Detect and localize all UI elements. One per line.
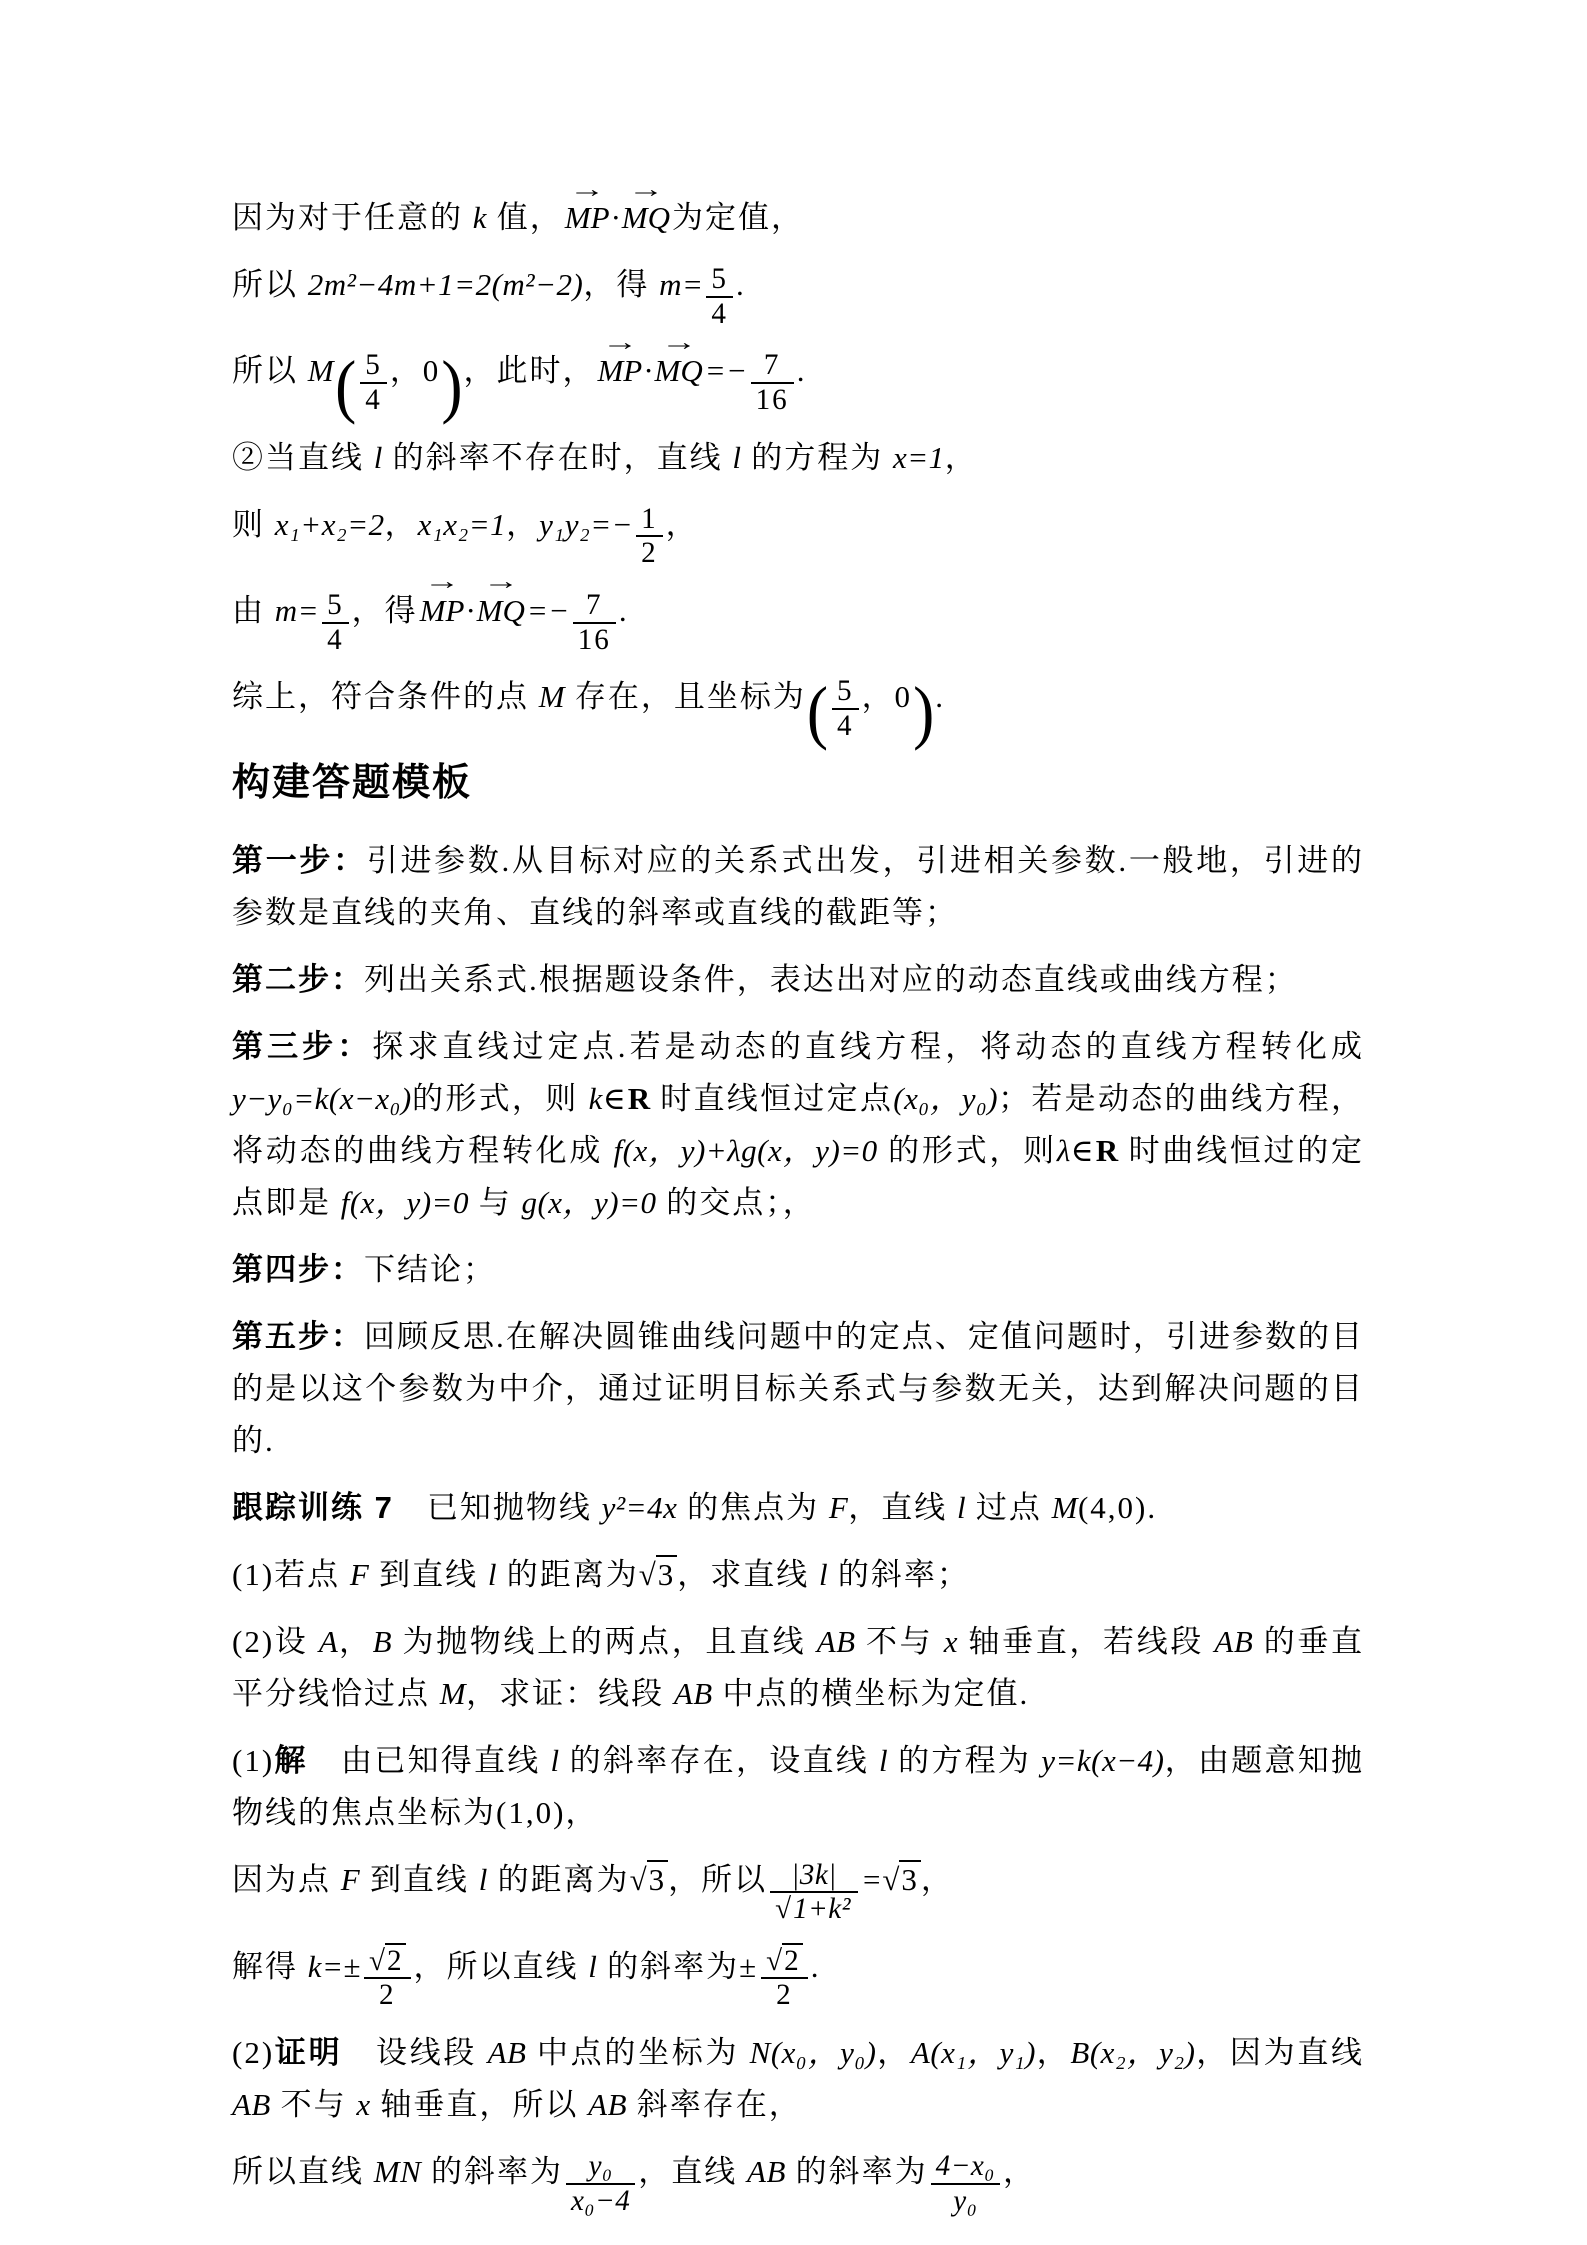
math-run: AB xyxy=(1214,1624,1254,1660)
math-run: l xyxy=(818,1557,829,1593)
text-run: ， xyxy=(920,1862,954,1898)
text-run: 3 xyxy=(648,1862,667,1898)
math-run: x xyxy=(356,2087,371,2123)
math-run: F xyxy=(828,1490,849,1526)
text-run: 3 xyxy=(657,1557,676,1593)
denominator xyxy=(931,2183,1000,2218)
math-run: y=k(x−4) xyxy=(1041,1743,1165,1779)
text-run: 因为点 xyxy=(232,1862,341,1898)
numerator xyxy=(322,589,349,622)
text-run: 时直线恒过定点 xyxy=(650,1081,894,1117)
radical-symbol: √ xyxy=(629,1862,647,1898)
text-run: 轴垂直，若线段 xyxy=(958,1624,1215,1660)
text-run: 综上，符合条件的点 xyxy=(232,679,539,715)
fraction xyxy=(573,589,616,656)
math-run: = xyxy=(860,1862,883,1898)
math-run: x xyxy=(943,1624,959,1660)
square-root xyxy=(775,1893,853,1926)
text-run: 的斜率为± xyxy=(597,1948,759,1984)
line-conclusion: 综上，符合条件的点 M 存在，且坐标为( $\frac{5}{4}$ ，0). xyxy=(232,671,945,751)
bold-label: 第五步： xyxy=(232,1319,365,1355)
exercise-7-q1 xyxy=(232,1549,1364,1601)
fraction xyxy=(364,1945,411,2012)
math-run: B xyxy=(372,1624,393,1660)
bold-math-run: R xyxy=(627,1081,651,1117)
step-3 xyxy=(232,1021,1364,1229)
text-run: ，由题意知抛物线的焦点坐标为(1,0)， xyxy=(232,1743,1365,1831)
denominator xyxy=(573,622,616,657)
numerator xyxy=(770,1859,858,1892)
text-run: ；若是动态的曲线方程，将动态的曲线方程转化成 xyxy=(232,1081,1364,1169)
line-by-m-result xyxy=(232,585,1364,656)
text-run: 则 xyxy=(232,506,275,542)
section-heading: 构建答题模板 xyxy=(232,762,473,805)
math-run: l xyxy=(732,439,742,475)
text-run: 列出关系式.根据题设条件，表达出对应的动态直线或曲线方程； xyxy=(364,962,1298,998)
text-run: . xyxy=(735,267,746,302)
numerator xyxy=(832,675,859,708)
radicand xyxy=(791,1891,853,1925)
text-run: ，此时， xyxy=(463,353,596,389)
text-run: 的垂直平分线恰过点 xyxy=(232,1624,1365,1712)
text-run: 4 xyxy=(837,709,854,742)
radicand xyxy=(899,1860,921,1897)
text-run: 时曲线恒过的定点即是 xyxy=(232,1133,1365,1221)
text-run: 3 xyxy=(901,1862,919,1898)
text-run: ∈ xyxy=(1070,1133,1096,1169)
radical-symbol: √ xyxy=(766,1944,783,1977)
text-run: ， xyxy=(1002,2154,1036,2190)
text-run: 4 xyxy=(711,297,728,330)
math-run: l xyxy=(478,1862,488,1898)
radical-symbol: √ xyxy=(638,1557,656,1593)
text-run: 5 xyxy=(365,349,382,382)
text-run: ②当直线 xyxy=(232,439,374,475)
math-run: AB xyxy=(232,2087,271,2123)
text-run: ， xyxy=(506,506,540,542)
answer-2-slopes xyxy=(232,2146,1364,2217)
answer-2-proof-setup xyxy=(232,2027,1364,2131)
math-run: AB xyxy=(747,2154,786,2190)
math-run: MN xyxy=(373,2154,422,2190)
bold-label: 解 xyxy=(274,1743,308,1779)
fraction xyxy=(360,349,387,416)
numerator xyxy=(566,2150,635,2183)
math-run: f(x，y)=0 xyxy=(340,1185,469,1221)
vector: MQ → xyxy=(655,345,703,397)
text-run: ，得 xyxy=(351,592,418,628)
text-run: 4 xyxy=(327,623,344,656)
math-run: g(x，y)=0 xyxy=(521,1185,657,1221)
text-run: 2 xyxy=(378,1979,396,2012)
text-run: 回顾反思.在解决圆锥曲线问题中的定点、定值问题时，引进参数的目的是以这个参数为中介，通过证明目标关系式与参数无关，达到解决问题的目的. xyxy=(232,1319,1364,1459)
math-run: A xyxy=(318,1624,339,1660)
fraction xyxy=(322,589,349,656)
text-run: 到直线 xyxy=(369,1557,488,1593)
text-run: ，直线 xyxy=(848,1490,958,1526)
math-run: f(x，y)+λg(x，y)=0 xyxy=(613,1133,878,1169)
math-run: · xyxy=(466,592,475,628)
math-run: l xyxy=(879,1743,889,1779)
square-root xyxy=(882,1854,921,1906)
numerator xyxy=(761,1945,808,1978)
vector: MP → xyxy=(420,585,465,637)
radicand xyxy=(385,1943,406,1977)
text-run: 的交点；， xyxy=(656,1185,816,1221)
bold-math-run: R xyxy=(1095,1133,1119,1169)
text-run: ，所以直线 xyxy=(413,1948,589,1984)
text-run: 2 xyxy=(641,537,658,570)
denominator xyxy=(770,1891,858,1926)
math-run: x=1 xyxy=(893,439,945,475)
text-run: 因为对于任意的 xyxy=(232,200,473,235)
text-run: 与 xyxy=(468,1185,522,1221)
exercise-7 xyxy=(232,1482,1364,1534)
text-run: 解得 xyxy=(232,1948,308,1984)
text-run: ，直线 xyxy=(638,2154,748,2190)
text-run: 为定值， xyxy=(672,200,804,235)
radicand xyxy=(647,1860,669,1897)
numerator xyxy=(573,589,616,622)
math-run: m= xyxy=(274,592,320,628)
numerator xyxy=(360,349,387,382)
text-run: ，所以 xyxy=(668,1862,768,1898)
text-run: 的距离为 xyxy=(487,1862,630,1898)
text-run: 的方程为 xyxy=(888,1743,1042,1779)
math-run: M xyxy=(307,353,335,389)
text-run: 5 xyxy=(711,263,728,296)
fraction xyxy=(761,1945,808,2012)
text-run: ，因为直线 xyxy=(1195,2035,1365,2071)
denominator xyxy=(364,1977,411,2012)
numerator xyxy=(751,349,794,382)
text-run: (4,0). xyxy=(1077,1490,1158,1526)
square-root xyxy=(766,1945,803,1978)
math-run: y²=4x xyxy=(601,1490,678,1526)
fraction xyxy=(751,349,794,416)
content-area xyxy=(232,192,1364,2232)
denominator xyxy=(706,296,733,331)
math-run: l xyxy=(550,1743,560,1779)
text-run: 不与 xyxy=(270,2087,357,2123)
fraction xyxy=(636,503,663,570)
text-run: 7 xyxy=(763,349,781,382)
step-5 xyxy=(232,1311,1364,1467)
text-run: 已知抛物线 xyxy=(393,1490,602,1526)
text-run: 存在，且坐标为 xyxy=(565,679,806,715)
text-run: 中点的横坐标为定值. xyxy=(712,1676,1030,1712)
square-root xyxy=(369,1945,406,1978)
text-run: 2 xyxy=(776,1979,793,2012)
radicand xyxy=(782,1943,803,1977)
vector: MQ → xyxy=(622,192,670,244)
math-run: 1+k² xyxy=(793,1893,851,1926)
math-run: k=± xyxy=(307,1948,361,1984)
math-run: M xyxy=(1051,1490,1078,1526)
denominator xyxy=(360,382,387,417)
math-run: x₀−4 xyxy=(571,2184,631,2217)
math-run: F xyxy=(349,1557,370,1593)
text-run: 2 xyxy=(386,1944,404,1977)
square-root xyxy=(630,1854,669,1906)
text-run: 中点的坐标为 xyxy=(526,2035,750,2071)
text-run: 5 xyxy=(837,675,854,708)
line-case2-slope-not-exist xyxy=(232,432,1364,484)
radical-symbol: √ xyxy=(882,1862,900,1898)
text-run: 的斜率为 xyxy=(421,2154,563,2190)
text-run: ，求证：线段 xyxy=(466,1676,674,1712)
bold-label: 证明 xyxy=(274,2035,343,2071)
text-run: 下结论； xyxy=(364,1252,496,1288)
radicand xyxy=(656,1555,678,1592)
math-run: AB xyxy=(673,1676,713,1712)
text-run: 探求直线过定点.若是动态的直线方程，将动态的直线方程转化成 xyxy=(372,1029,1364,1065)
bold-label: 第四步： xyxy=(232,1252,364,1288)
math-run: l xyxy=(957,1490,967,1526)
text-run: 16 xyxy=(577,623,611,656)
vector: MP → xyxy=(565,192,610,244)
bold-label: 第二步： xyxy=(232,962,364,998)
text-run: . xyxy=(796,353,807,389)
text-run: 1 xyxy=(641,502,658,535)
fraction xyxy=(706,263,733,330)
text-run: ，求直线 xyxy=(677,1557,819,1593)
text-run: 所以 xyxy=(232,353,308,389)
math-run: y−y₀=k(x−x₀) xyxy=(232,1081,412,1117)
denominator xyxy=(566,2183,635,2218)
text-run: 的形式，则 xyxy=(877,1133,1057,1169)
math-run: · xyxy=(644,353,653,389)
math-run: l xyxy=(588,1948,598,1984)
line-x1x2-values xyxy=(232,499,1364,570)
bold-label: 跟踪训练 7 xyxy=(232,1490,394,1526)
text-run: (1) xyxy=(232,1743,275,1779)
math-run: A(x₁，y₁) xyxy=(910,2035,1036,2071)
fraction xyxy=(770,1859,858,1926)
text-run: 4 xyxy=(365,383,382,416)
text-run: 7 xyxy=(585,588,603,621)
text-run: ，0 xyxy=(861,679,913,715)
math-run: y₀ xyxy=(588,2150,613,2183)
math-run: 2m²−4m+1=2(m²−2) xyxy=(307,267,584,302)
answer-1-distance-eq xyxy=(232,1854,1364,1925)
step-1 xyxy=(232,835,1364,939)
text-run: . xyxy=(810,1948,821,1984)
text-run: ， xyxy=(944,439,978,475)
math-run: m= xyxy=(659,267,704,302)
text-run: ， xyxy=(384,506,418,542)
fraction xyxy=(931,2150,1000,2217)
text-run: (2) xyxy=(232,2035,275,2071)
fraction xyxy=(566,2150,635,2217)
text-run: 所以直线 xyxy=(232,2154,374,2190)
text-run: 斜率存在， xyxy=(627,2087,802,2123)
text-run: 的方程为 xyxy=(741,439,893,475)
text-run: 的斜率不存在时，直线 xyxy=(382,439,733,475)
denominator xyxy=(832,708,859,743)
math-run: y₁y₂=− xyxy=(539,506,634,542)
text-run: 引进参数.从目标对应的关系式出发，引进相关参数.一般地，引进的参数是直线的夹角、直线的斜率或直线的截距等； xyxy=(232,843,1364,931)
math-run: M xyxy=(439,1676,467,1712)
text-run: 不与 xyxy=(855,1624,944,1660)
text-run: . xyxy=(618,592,629,628)
math-run: λ xyxy=(1056,1133,1071,1169)
denominator xyxy=(322,622,349,657)
vector: MP → xyxy=(597,345,642,397)
text-run: 到直线 xyxy=(360,1862,479,1898)
text-run: 2 xyxy=(784,1944,801,1977)
vector: MQ → xyxy=(477,585,525,637)
text-run: ， xyxy=(665,506,699,542)
math-run: l xyxy=(373,439,383,475)
text-run: . xyxy=(935,679,945,715)
denominator xyxy=(636,535,663,570)
bold-label: 第三步： xyxy=(232,1029,373,1065)
text-run: 由已知得直线 xyxy=(307,1743,551,1779)
text-run: 的斜率； xyxy=(828,1557,970,1593)
text-run: (1)若点 xyxy=(232,1557,350,1593)
answer-1-setup xyxy=(232,1735,1364,1839)
text-run: 的形式，则 xyxy=(411,1081,589,1117)
text-run: 5 xyxy=(327,588,344,621)
math-run: F xyxy=(340,1862,361,1898)
text-run: 值， xyxy=(487,200,563,235)
text-run: 为抛物线上的两点，且直线 xyxy=(392,1624,817,1660)
line-mp-mq-constant xyxy=(232,192,1364,244)
math-run: B(x₂，y₂) xyxy=(1070,2035,1196,2071)
text-run: 所以 xyxy=(232,267,308,302)
line-point-m-value: 所以 M( $\frac{5}{4}$ ，0)，此时，MP →·MQ →=− $\frac{7}{16}$ . xyxy=(232,345,1364,416)
text-run: 的斜率存在，设直线 xyxy=(559,1743,880,1779)
math-run: k xyxy=(588,1081,603,1117)
text-run: ∈ xyxy=(602,1081,628,1117)
numerator xyxy=(364,1945,411,1978)
text-run: 由 xyxy=(232,592,275,628)
math-run: 4−x₀ xyxy=(935,2150,995,2183)
math-run: N(x₀，y₀) xyxy=(749,2035,877,2071)
step-4 xyxy=(232,1244,1364,1296)
math-run: AB xyxy=(487,2035,527,2071)
math-run: k xyxy=(472,200,488,235)
text-run: 的斜率为 xyxy=(785,2154,928,2190)
line-solve-m xyxy=(232,259,1364,330)
text-run: 过点 xyxy=(966,1490,1052,1526)
text-run: ，得 xyxy=(583,267,660,302)
math-run: M xyxy=(538,679,566,715)
math-run: l xyxy=(487,1557,497,1593)
math-run: =− xyxy=(526,592,570,628)
step-2 xyxy=(232,954,1364,1006)
numerator xyxy=(706,263,733,296)
text-run: 的距离为 xyxy=(496,1557,639,1593)
math-run: y₀ xyxy=(953,2184,978,2217)
math-run: AB xyxy=(816,1624,856,1660)
text-run: ，0 xyxy=(389,353,441,389)
math-run: · xyxy=(611,200,620,235)
math-run: (x₀，y₀) xyxy=(893,1081,999,1117)
text-run: 设线段 xyxy=(342,2035,488,2071)
denominator xyxy=(761,1977,808,2012)
denominator xyxy=(751,382,794,417)
text-run: ， xyxy=(1036,2035,1071,2071)
math-run: =− xyxy=(704,353,748,389)
math-run: AB xyxy=(588,2087,628,2123)
bold-label: 第一步： xyxy=(232,843,367,879)
numerator xyxy=(931,2150,1000,2183)
math-run: |3k| xyxy=(791,1858,837,1891)
exercise-7-q2 xyxy=(232,1616,1364,1720)
text-run: ， xyxy=(876,2035,911,2071)
radical-symbol: √ xyxy=(775,1893,792,1926)
text-run: (2)设 xyxy=(232,1624,319,1660)
radical-symbol: √ xyxy=(368,1944,385,1977)
fraction xyxy=(832,675,859,742)
numerator xyxy=(636,503,663,536)
text-run: 16 xyxy=(755,383,789,416)
answer-1-solve-k xyxy=(232,1941,1364,2012)
text-run: 轴垂直，所以 xyxy=(370,2087,589,2123)
text-run: ， xyxy=(338,1624,373,1660)
square-root xyxy=(639,1549,678,1601)
text-run: 的焦点为 xyxy=(677,1490,829,1526)
math-run: x₁+x₂=2 xyxy=(274,506,385,542)
math-run: x₁x₂=1 xyxy=(417,506,507,542)
